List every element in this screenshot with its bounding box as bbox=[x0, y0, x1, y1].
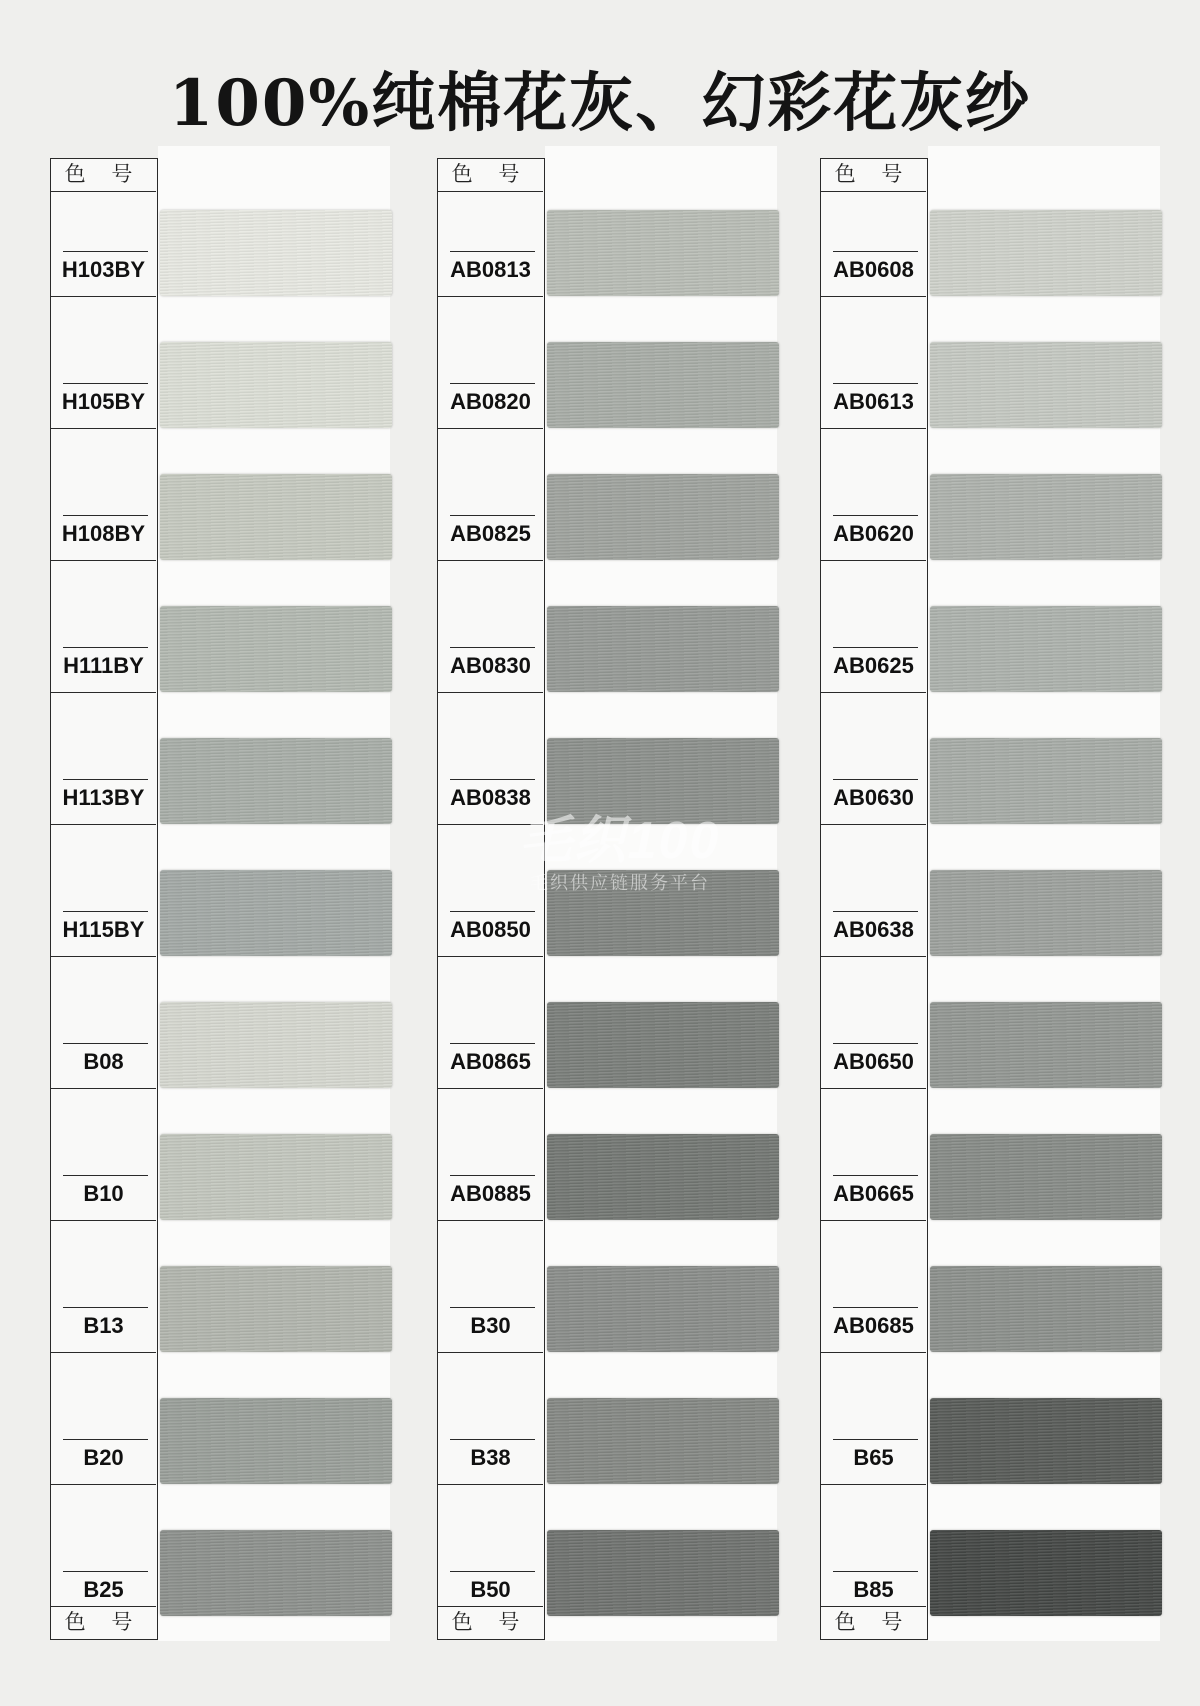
color-code-label: H103BY bbox=[61, 257, 146, 282]
color-code-cell bbox=[51, 1379, 156, 1485]
yarn-swatch bbox=[547, 1530, 779, 1616]
code-underline bbox=[833, 779, 918, 780]
code-underline bbox=[450, 779, 535, 780]
color-code-table bbox=[437, 158, 545, 1640]
code-underline bbox=[63, 647, 148, 648]
color-code-table bbox=[50, 158, 158, 1640]
yarn-swatch bbox=[160, 1398, 392, 1484]
color-code-cell bbox=[51, 1511, 156, 1617]
yarn-swatch bbox=[930, 474, 1162, 560]
code-underline bbox=[450, 251, 535, 252]
color-code-cell bbox=[438, 455, 543, 561]
watermark-subtitle: 毛织供应链服务平台 bbox=[530, 873, 710, 893]
color-code-label: AB0638 bbox=[833, 917, 914, 942]
yarn-swatch bbox=[547, 1266, 779, 1352]
yarn-swatch bbox=[930, 738, 1162, 824]
code-underline bbox=[450, 1043, 535, 1044]
color-code-cell bbox=[51, 851, 156, 957]
yarn-swatch bbox=[160, 474, 392, 560]
color-code-cell bbox=[438, 1511, 543, 1617]
code-underline bbox=[63, 911, 148, 912]
color-code-footer: 色 号 bbox=[51, 1606, 156, 1639]
color-code-cell bbox=[438, 587, 543, 693]
yarn-swatch bbox=[930, 1002, 1162, 1088]
color-code-label: AB0813 bbox=[450, 257, 531, 282]
code-underline bbox=[833, 911, 918, 912]
color-code-label: H111BY bbox=[63, 653, 144, 678]
code-underline bbox=[450, 911, 535, 912]
color-code-cell bbox=[821, 1379, 926, 1485]
code-underline bbox=[63, 1307, 148, 1308]
code-underline bbox=[63, 251, 148, 252]
color-code-label: AB0825 bbox=[450, 521, 531, 546]
color-code-label: AB0625 bbox=[833, 653, 914, 678]
yarn-swatch bbox=[547, 1134, 779, 1220]
color-code-cell bbox=[821, 1115, 926, 1221]
yarn-swatch bbox=[547, 606, 779, 692]
color-code-label: B38 bbox=[470, 1445, 511, 1470]
yarn-swatch bbox=[160, 210, 392, 296]
code-underline bbox=[833, 251, 918, 252]
color-code-footer: 色 号 bbox=[821, 1606, 926, 1639]
color-code-table bbox=[820, 158, 928, 1640]
color-code-label: AB0830 bbox=[450, 653, 531, 678]
color-code-label: B13 bbox=[83, 1313, 124, 1338]
color-code-label: B10 bbox=[83, 1181, 124, 1206]
color-code-cell bbox=[821, 719, 926, 825]
color-code-label: AB0665 bbox=[833, 1181, 914, 1206]
color-code-footer: 色 号 bbox=[438, 1606, 543, 1639]
yarn-swatch bbox=[930, 1134, 1162, 1220]
color-code-label: B85 bbox=[853, 1577, 894, 1602]
color-code-label: B25 bbox=[83, 1577, 124, 1602]
color-code-cell bbox=[51, 191, 156, 297]
color-code-label: H113BY bbox=[62, 785, 145, 810]
watermark-logo: 毛织100 bbox=[519, 812, 721, 870]
color-code-cell bbox=[51, 1247, 156, 1353]
color-code-label: H108BY bbox=[61, 521, 146, 546]
color-code-cell bbox=[438, 191, 543, 297]
color-code-label: B30 bbox=[470, 1313, 511, 1338]
code-underline bbox=[63, 1043, 148, 1044]
color-code-cell bbox=[51, 1115, 156, 1221]
yarn-swatch bbox=[547, 1002, 779, 1088]
code-underline bbox=[833, 647, 918, 648]
yarn-swatch bbox=[160, 738, 392, 824]
yarn-swatch bbox=[160, 1530, 392, 1616]
code-underline bbox=[833, 1175, 918, 1176]
watermark bbox=[470, 798, 770, 895]
yarn-swatch bbox=[547, 210, 779, 296]
color-code-label: H115BY bbox=[62, 917, 145, 942]
color-code-header: 色 号 bbox=[438, 159, 543, 192]
color-code-cell bbox=[821, 1511, 926, 1617]
color-code-label: AB0608 bbox=[833, 257, 914, 282]
color-code-cell bbox=[51, 455, 156, 561]
color-code-label: AB0630 bbox=[833, 785, 914, 810]
code-underline bbox=[63, 1571, 148, 1572]
yarn-swatch bbox=[547, 1398, 779, 1484]
code-underline bbox=[833, 1439, 918, 1440]
color-code-label: H105BY bbox=[61, 389, 146, 414]
code-underline bbox=[450, 1307, 535, 1308]
yarn-swatch bbox=[160, 1266, 392, 1352]
code-underline bbox=[450, 647, 535, 648]
code-underline bbox=[450, 515, 535, 516]
code-underline bbox=[833, 383, 918, 384]
color-code-label: B20 bbox=[83, 1445, 124, 1470]
color-code-label: AB0620 bbox=[833, 521, 914, 546]
code-underline bbox=[833, 1043, 918, 1044]
color-code-label: B65 bbox=[853, 1445, 894, 1470]
color-code-label: AB0613 bbox=[833, 389, 914, 414]
yarn-swatch bbox=[160, 1002, 392, 1088]
page-title: 100%纯棉花灰、幻彩花灰纱 bbox=[168, 66, 1032, 141]
color-code-cell bbox=[438, 1379, 543, 1485]
code-underline bbox=[450, 1439, 535, 1440]
color-code-cell bbox=[51, 587, 156, 693]
yarn-swatch bbox=[930, 342, 1162, 428]
color-code-label: AB0685 bbox=[833, 1313, 914, 1338]
color-code-header: 色 号 bbox=[821, 159, 926, 192]
yarn-swatch bbox=[930, 1398, 1162, 1484]
color-code-cell bbox=[51, 983, 156, 1089]
color-code-cell bbox=[438, 1247, 543, 1353]
color-code-cell bbox=[438, 323, 543, 429]
code-underline bbox=[63, 779, 148, 780]
code-underline bbox=[63, 515, 148, 516]
yarn-swatch bbox=[160, 870, 392, 956]
color-code-cell bbox=[51, 719, 156, 825]
code-underline bbox=[450, 1571, 535, 1572]
color-code-cell bbox=[821, 983, 926, 1089]
color-code-cell bbox=[821, 191, 926, 297]
yarn-swatch bbox=[547, 342, 779, 428]
color-code-cell bbox=[51, 323, 156, 429]
code-underline bbox=[833, 1571, 918, 1572]
yarn-swatch bbox=[930, 1530, 1162, 1616]
code-underline bbox=[833, 1307, 918, 1308]
color-code-cell bbox=[438, 983, 543, 1089]
color-code-cell bbox=[821, 1247, 926, 1353]
color-code-cell bbox=[821, 851, 926, 957]
code-underline bbox=[63, 1175, 148, 1176]
code-underline bbox=[63, 1439, 148, 1440]
color-code-cell bbox=[821, 323, 926, 429]
code-underline bbox=[833, 515, 918, 516]
color-code-label: AB0820 bbox=[450, 389, 531, 414]
color-code-label: AB0838 bbox=[450, 785, 531, 810]
yarn-swatch bbox=[930, 870, 1162, 956]
yarn-swatch bbox=[160, 342, 392, 428]
yarn-swatch bbox=[547, 474, 779, 560]
code-underline bbox=[450, 383, 535, 384]
color-code-cell bbox=[821, 587, 926, 693]
yarn-swatch bbox=[930, 606, 1162, 692]
code-underline bbox=[63, 383, 148, 384]
color-code-label: AB0650 bbox=[833, 1049, 914, 1074]
color-code-label: B08 bbox=[83, 1049, 124, 1074]
yarn-swatch bbox=[930, 210, 1162, 296]
yarn-swatch bbox=[160, 1134, 392, 1220]
color-code-cell bbox=[438, 1115, 543, 1221]
color-code-label: B50 bbox=[470, 1577, 511, 1602]
code-underline bbox=[450, 1175, 535, 1176]
color-code-label: AB0885 bbox=[450, 1181, 531, 1206]
color-code-label: AB0850 bbox=[450, 917, 531, 942]
color-code-header: 色 号 bbox=[51, 159, 156, 192]
yarn-swatch bbox=[160, 606, 392, 692]
yarn-swatch bbox=[930, 1266, 1162, 1352]
color-code-cell bbox=[821, 455, 926, 561]
color-code-label: AB0865 bbox=[450, 1049, 531, 1074]
